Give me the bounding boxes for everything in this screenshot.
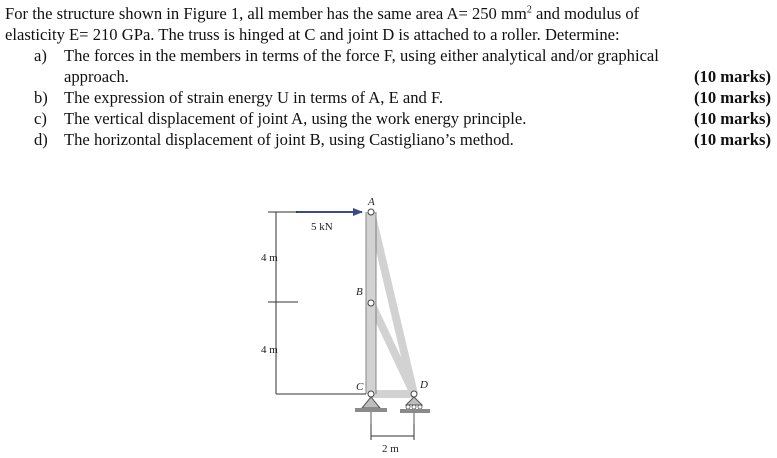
- joint-b-pin: [368, 300, 374, 306]
- vertical-dimension: [268, 212, 366, 394]
- member-ad: [371, 212, 414, 394]
- question-a-line2: approach.: [64, 67, 129, 86]
- roller-support-d: [400, 397, 430, 424]
- question-d-marks: (10 marks): [694, 130, 771, 149]
- dimension-upper-label: 4 m: [261, 252, 278, 264]
- intro-line1-post: and modulus of: [531, 4, 640, 23]
- joint-c-pin: [368, 391, 374, 397]
- intro-line2: elasticity E= 210 GPa. The truss is hinged at C and joint D is attached to a roller. Determine:: [5, 25, 620, 44]
- question-a-marks: (10 marks): [694, 67, 771, 86]
- question-b-marks: (10 marks): [694, 88, 771, 107]
- question-a-letter: a): [34, 46, 47, 65]
- question-c-marks: (10 marks): [694, 109, 771, 128]
- question-b-letter: b): [34, 88, 48, 107]
- question-a-line1: The forces in the members in terms of the force F, using either analytical and/or graphical: [64, 46, 659, 65]
- joint-d-pin: [411, 391, 417, 397]
- question-c-letter: c): [34, 109, 47, 128]
- question-d-letter: d): [34, 130, 48, 149]
- horizontal-dimension: [371, 424, 414, 440]
- joint-a-label: A: [368, 196, 375, 208]
- question-c-text: The vertical displacement of joint A, using the work energy principle.: [64, 109, 527, 128]
- question-b-text: The expression of strain energy U in terms of A, E and F.: [64, 88, 444, 107]
- area-unit-superscript: 2: [526, 4, 532, 16]
- intro-line1-pre: For the structure shown in Figure 1, all member has the same area A= 250 mm: [5, 4, 527, 23]
- question-d-text: The horizontal displacement of joint B, using Castigliano’s method.: [64, 130, 514, 149]
- joint-b-label: B: [356, 286, 363, 298]
- dimension-bottom-label: 2 m: [382, 443, 399, 455]
- joint-c-label: C: [356, 381, 364, 393]
- load-label: 5 kN: [311, 221, 333, 233]
- joint-d-label: D: [420, 379, 428, 391]
- dimension-lower-label: 4 m: [261, 344, 278, 356]
- pin-support-c: [355, 397, 387, 424]
- joint-a-pin: [368, 209, 374, 215]
